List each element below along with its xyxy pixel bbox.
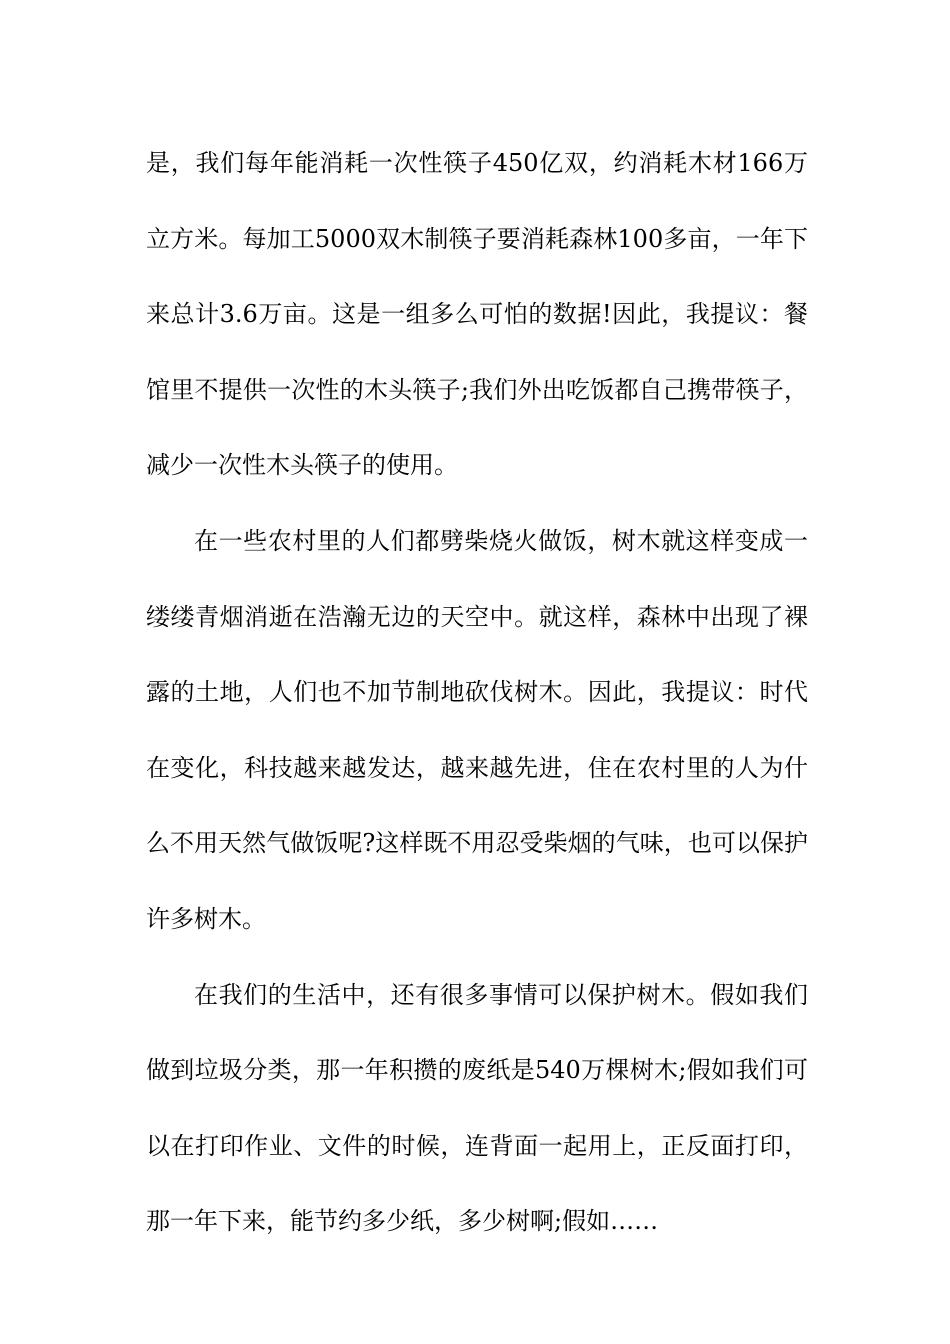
document-body — [146, 126, 808, 1260]
paragraph-1: 是，我们每年能消耗一次性筷子450亿双，约消耗木材166万立方米。每加工5000双木制筷子要消耗森林100多亩，一年下来总计3.6万亩。这是一组多么可怕的数据!因此，我提议：餐馆里不提供一次性的木头筷子;我们外出吃饭都自己携带筷子，减少一次性木头筷子的使用。 — [146, 149, 808, 480]
paragraph-2: 在一些农村里的人们都劈柴烧火做饭，树木就这样变成一缕缕青烟消逝在浩瀚无边的天空中。就这样，森林中出现了裸露的土地，人们也不加节制地砍伐树木。因此，我提议：时代在变化，科技越来越发达，越来越先进，住在农村里的人为什么不用天然气做饭呢?这样既不用忍受柴烟的气味，也可以保护许多树木。 — [146, 526, 808, 933]
paragraph-3: 在我们的生活中，还有很多事情可以保护树木。假如我们做到垃圾分类，那一年积攒的废纸是540万棵树木;假如我们可以在打印作业、文件的时候，连背面一起用上，正反面打印，那一年下来，能节约多少纸，多少树啊;假如…… — [146, 980, 808, 1236]
